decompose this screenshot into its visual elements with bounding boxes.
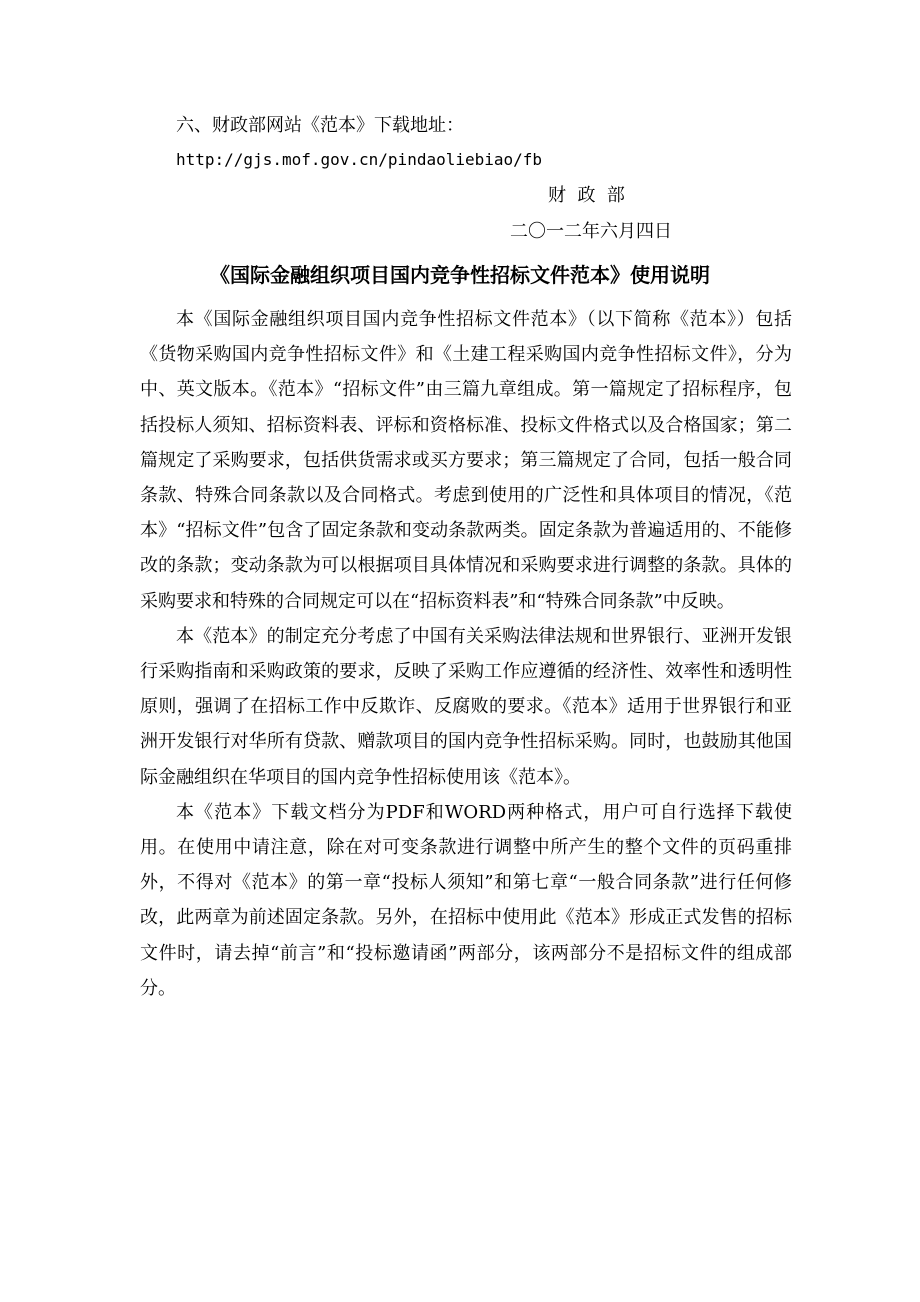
download-url-link[interactable]: http://gjs.mof.gov.cn/pindaoliebiao/fb xyxy=(176,150,543,169)
download-address-heading: 六、财政部网站《范本》下载地址： xyxy=(176,115,464,136)
document-title: 《国际金融组织项目国内竞争性招标文件范本》使用说明 xyxy=(210,263,710,287)
paragraph-scope: 本《国际金融组织项目国内竞争性招标文件范本》（以下简称《范本》）包括《货物采购国内竞争性招标文件》和《土建工程采购国内竞争性招标文件》，分为中、英文版本。《范本》“招标文件”由三篇九章组成。第一篇规定了招标程序，包括投标人须知、招标资料表、评标和资格标准、投标文件格式以及合格国家；第二篇规定了采购要求，包括供货需求或买方要求；第三篇规定了合同，包括一般合同条款、特殊合同条款以及合同格式。考虑到使用的广泛性和具体项目的情况，《范本》“招标文件”包含了固定条款和变动条款两类。固定条款为普遍适用的、不能修改的条款；变动条款为可以根据项目具体情况和采购要求进行调整的条款。具体的采购要求和特殊的合同规定可以在“招标资料表”和“特殊合同条款”中反映。 xyxy=(140,309,792,612)
signature-organization: 财 政 部 xyxy=(548,185,625,206)
document-body xyxy=(140,302,792,1006)
signature-date: 二〇一二年六月四日 xyxy=(510,221,672,242)
paragraph-usage-notes: 本《范本》下载文档分为PDF和WORD两种格式，用户可自行选择下载使用。在使用中请注意，除在对可变条款进行调整中所产生的整个文件的页码重排外，不得对《范本》的第一章“投标人须知”和第七章“一般合同条款”进行任何修改，此两章为前述固定条款。另外，在招标中使用此《范本》形成正式发售的招标文件时，请去掉“前言”和“投标邀请函”两部分，该两部分不是招标文件的组成部分。 xyxy=(140,801,792,999)
paragraph-principles: 本《范本》的制定充分考虑了中国有关采购法律法规和世界银行、亚洲开发银行采购指南和采购政策的要求，反映了采购工作应遵循的经济性、效率性和透明性原则，强调了在招标工作中反欺诈、反腐败的要求。《范本》适用于世界银行和亚洲开发银行对华所有贷款、赠款项目的国内竞争性招标采购。同时，也鼓励其他国际金融组织在华项目的国内竞争性招标使用该《范本》。 xyxy=(140,625,792,788)
